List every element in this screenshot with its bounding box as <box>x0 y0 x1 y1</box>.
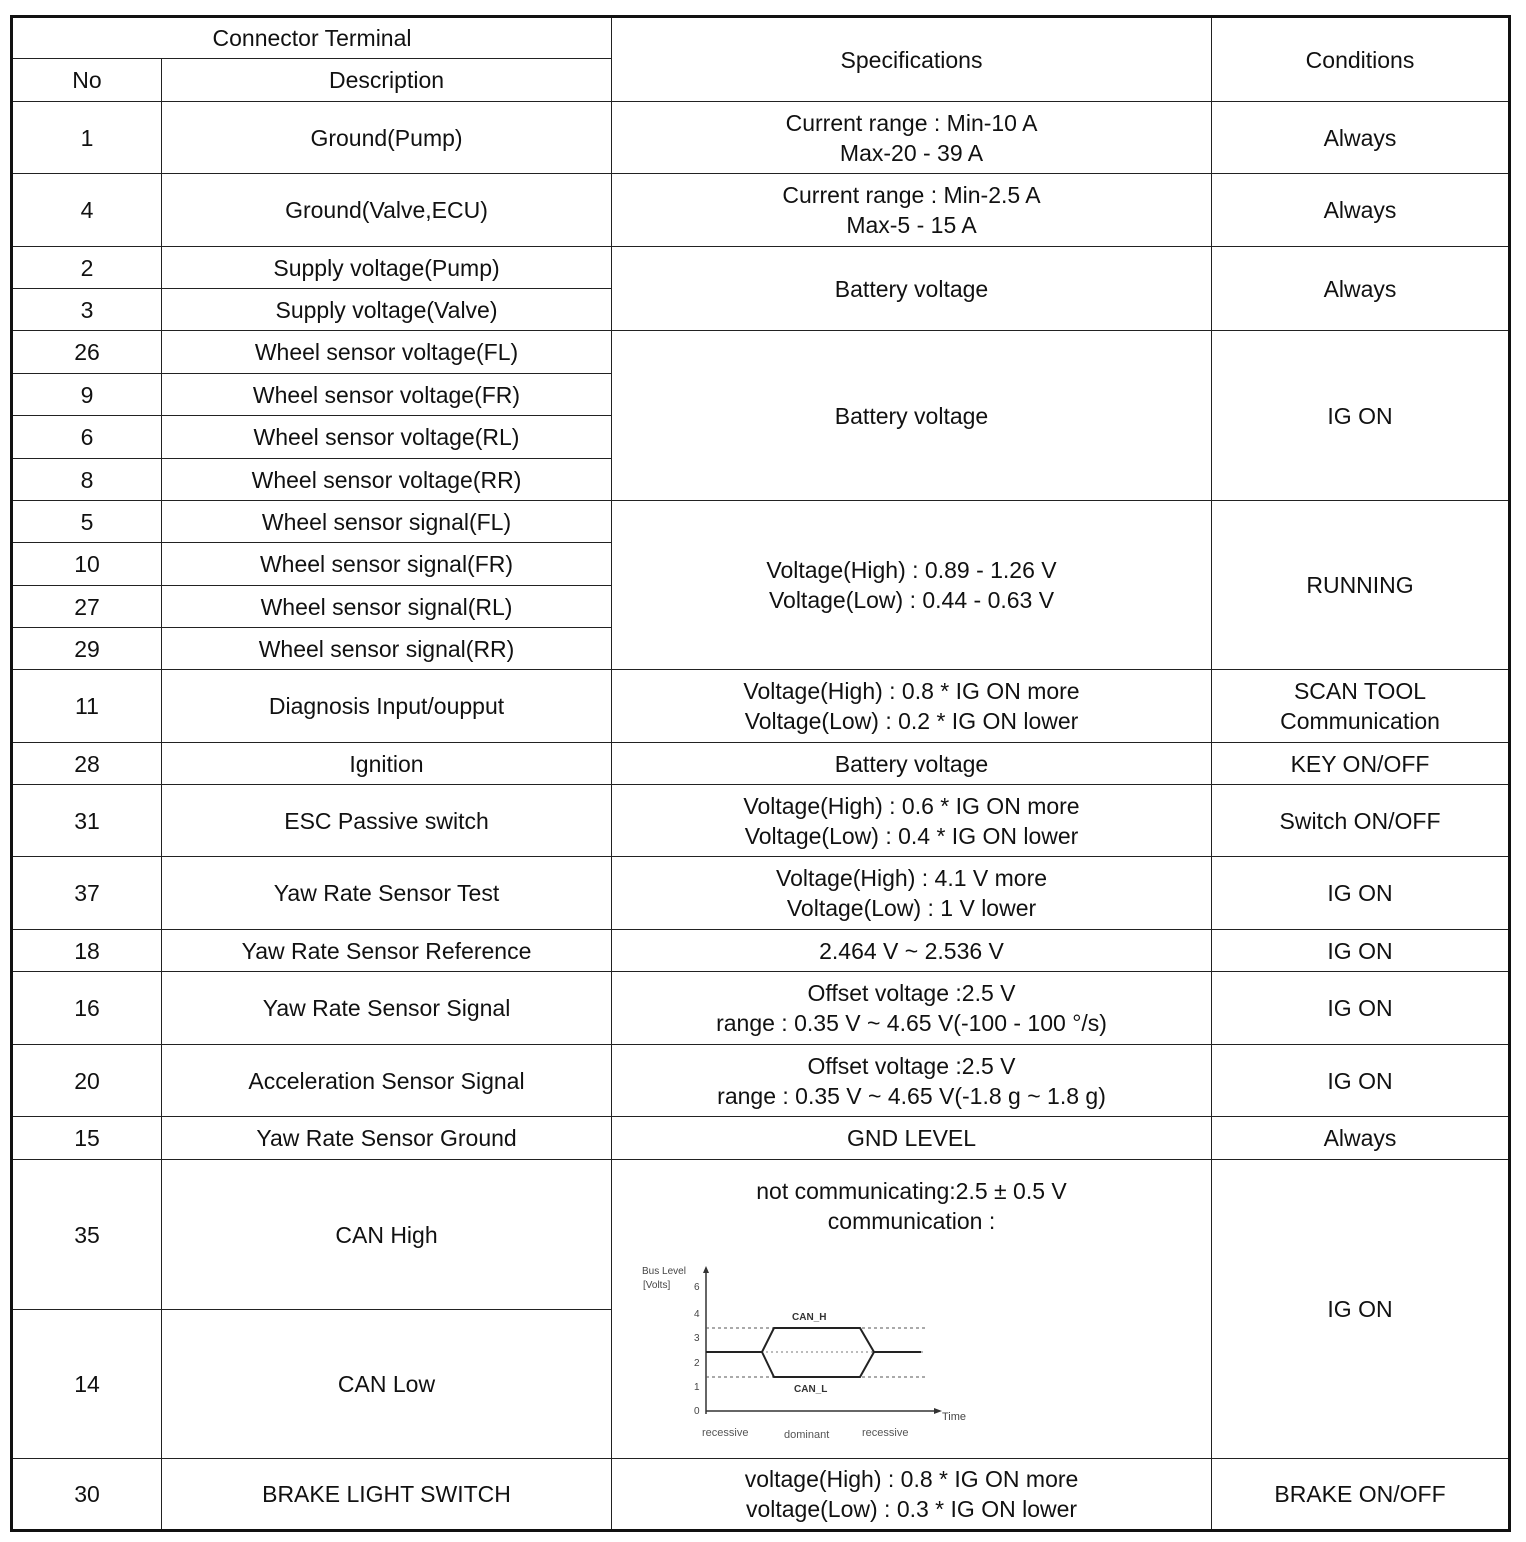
terminal-description: Wheel sensor signal(RR) <box>162 628 612 670</box>
specification <box>612 1045 1212 1117</box>
can-phase-label: recessive <box>862 1427 909 1439</box>
terminal-description: Wheel sensor voltage(FL) <box>162 331 612 374</box>
condition <box>1212 743 1510 785</box>
terminal-description: Wheel sensor voltage(RR) <box>162 459 612 501</box>
table-row <box>12 174 1510 247</box>
condition <box>1212 670 1510 743</box>
table-row <box>12 930 1510 972</box>
can-x-axis-arrow <box>934 1408 942 1414</box>
terminal-description: ESC Passive switch <box>162 785 612 857</box>
can-y-axis-arrow <box>703 1266 709 1273</box>
terminal-no: 4 <box>12 174 162 247</box>
specification <box>612 1117 1212 1160</box>
spec-line: Offset voltage :2.5 V <box>807 1052 1016 1079</box>
table-row <box>12 331 1510 374</box>
can-y-tick: 4 <box>694 1309 700 1320</box>
terminal-description: Supply voltage(Valve) <box>162 289 612 331</box>
terminal-description: CAN High <box>162 1160 612 1310</box>
can-y-label-2: [Volts] <box>643 1280 671 1291</box>
table-row <box>12 1045 1510 1117</box>
spec-line: communication : <box>827 1208 996 1234</box>
can-l-waveform <box>762 1352 874 1377</box>
condition-line: Communication <box>1280 708 1440 734</box>
terminal-description: Yaw Rate Sensor Ground <box>162 1117 612 1160</box>
condition-line: SCAN TOOL <box>1293 678 1427 704</box>
specification <box>612 857 1212 930</box>
condition-line: Switch ON/OFF <box>1279 807 1441 834</box>
table-row <box>12 785 1510 857</box>
specification <box>612 1160 1212 1459</box>
terminal-description: Wheel sensor voltage(FR) <box>162 374 612 416</box>
terminal-description: Yaw Rate Sensor Test <box>162 857 612 930</box>
condition-line: Always <box>1323 1125 1397 1151</box>
terminal-description: Wheel sensor signal(RL) <box>162 586 612 628</box>
spec-line: not communicating:2.5 ± 0.5 V <box>756 1178 1067 1204</box>
condition-line: Always <box>1323 275 1397 302</box>
spec-line: Current range : Min-2.5 A <box>782 182 1041 208</box>
header-no: No <box>12 59 162 102</box>
condition-line: RUNNING <box>1306 572 1414 598</box>
terminal-no: 9 <box>12 374 162 416</box>
condition <box>1212 972 1510 1045</box>
spec-line: Battery voltage <box>834 275 989 302</box>
terminal-description: Ground(Pump) <box>162 102 612 174</box>
condition-line: Always <box>1323 124 1397 151</box>
specification <box>612 331 1212 501</box>
terminal-description: Ignition <box>162 743 612 785</box>
specification <box>612 1459 1212 1531</box>
terminal-no: 5 <box>12 501 162 543</box>
condition <box>1212 331 1510 501</box>
can-y-tick: 0 <box>694 1406 700 1417</box>
terminal-description: BRAKE LIGHT SWITCH <box>162 1459 612 1531</box>
terminal-no: 3 <box>12 289 162 331</box>
connector-terminal-table <box>10 15 1511 1532</box>
terminal-no: 15 <box>12 1117 162 1160</box>
specification <box>612 501 1212 670</box>
terminal-no: 1 <box>12 102 162 174</box>
can-y-tick: 6 <box>694 1282 700 1293</box>
table-row <box>12 1117 1510 1160</box>
header-specifications: Specifications <box>612 17 1212 102</box>
terminal-description: Wheel sensor voltage(RL) <box>162 416 612 459</box>
can-phase-label: recessive <box>702 1427 749 1439</box>
spec-line: range : 0.35 V ~ 4.65 V(-100 - 100 °/s) <box>716 1010 1107 1036</box>
header-connector-terminal: Connector Terminal <box>12 17 612 59</box>
can-y-label-1: Bus Level <box>642 1266 686 1277</box>
terminal-no: 11 <box>12 670 162 743</box>
can-h-waveform <box>706 1328 921 1352</box>
table-row <box>12 743 1510 785</box>
spec-line: voltage(Low) : 0.3 * IG ON lower <box>745 1496 1078 1522</box>
terminal-description: Ground(Valve,ECU) <box>162 174 612 247</box>
condition-line: IG ON <box>1327 1296 1393 1322</box>
terminal-description: Diagnosis Input/oupput <box>162 670 612 743</box>
condition <box>1212 174 1510 247</box>
specification <box>612 743 1212 785</box>
can-y-tick: 2 <box>694 1358 700 1369</box>
spec-line: Battery voltage <box>834 750 989 777</box>
spec-line: Voltage(High) : 0.8 * IG ON more <box>743 678 1080 704</box>
terminal-no: 6 <box>12 416 162 459</box>
spec-line: Voltage(High) : 4.1 V more <box>776 865 1048 891</box>
table-row <box>12 857 1510 930</box>
condition <box>1212 930 1510 972</box>
terminal-description: Wheel sensor signal(FR) <box>162 543 612 586</box>
terminal-description: Supply voltage(Pump) <box>162 247 612 289</box>
terminal-no: 18 <box>12 930 162 972</box>
terminal-no: 27 <box>12 586 162 628</box>
table-row <box>12 501 1510 543</box>
terminal-description: Yaw Rate Sensor Signal <box>162 972 612 1045</box>
condition-line: BRAKE ON/OFF <box>1274 1481 1446 1507</box>
terminal-description: CAN Low <box>162 1310 612 1459</box>
specification <box>612 174 1212 247</box>
condition <box>1212 102 1510 174</box>
condition <box>1212 1459 1510 1531</box>
specification <box>612 785 1212 857</box>
terminal-no: 20 <box>12 1045 162 1117</box>
condition-line: IG ON <box>1327 880 1393 906</box>
terminal-no: 35 <box>12 1160 162 1310</box>
can-y-tick: 1 <box>694 1382 700 1393</box>
table-row <box>12 1160 1510 1310</box>
terminal-no: 16 <box>12 972 162 1045</box>
spec-line: Max-20 - 39 A <box>839 139 984 166</box>
terminal-no: 8 <box>12 459 162 501</box>
condition-line: IG ON <box>1327 937 1393 964</box>
table-row <box>12 972 1510 1045</box>
spec-line: 2.464 V ~ 2.536 V <box>819 937 1004 964</box>
specification <box>612 247 1212 331</box>
terminal-no: 29 <box>12 628 162 670</box>
condition-line: IG ON <box>1327 995 1393 1021</box>
terminal-no: 37 <box>12 857 162 930</box>
spec-line: Voltage(Low) : 0.2 * IG ON lower <box>744 708 1079 734</box>
condition-line: KEY ON/OFF <box>1290 750 1430 777</box>
spec-line: voltage(High) : 0.8 * IG ON more <box>744 1466 1079 1492</box>
can-h-label: CAN_H <box>792 1312 827 1323</box>
terminal-no: 14 <box>12 1310 162 1459</box>
condition-line: IG ON <box>1327 1067 1393 1094</box>
can-bus-level-diagram <box>616 1264 976 1442</box>
terminal-no: 31 <box>12 785 162 857</box>
terminal-no: 28 <box>12 743 162 785</box>
spec-line: GND LEVEL <box>846 1125 977 1151</box>
header-description: Description <box>162 59 612 102</box>
condition <box>1212 501 1510 670</box>
specification <box>612 930 1212 972</box>
spec-line: Offset voltage :2.5 V <box>807 980 1016 1006</box>
spec-line: Voltage(Low) : 1 V lower <box>786 895 1037 921</box>
condition <box>1212 857 1510 930</box>
terminal-no: 26 <box>12 331 162 374</box>
table-row <box>12 1459 1510 1531</box>
spec-line: range : 0.35 V ~ 4.65 V(-1.8 g ~ 1.8 g) <box>717 1082 1106 1109</box>
can-l-label: CAN_L <box>794 1384 828 1395</box>
terminal-description: Acceleration Sensor Signal <box>162 1045 612 1117</box>
spec-line: Voltage(Low) : 0.44 - 0.63 V <box>768 587 1055 613</box>
specification <box>612 102 1212 174</box>
can-x-label: Time <box>942 1411 967 1423</box>
condition <box>1212 1160 1510 1459</box>
specification <box>612 972 1212 1045</box>
terminal-description: Yaw Rate Sensor Reference <box>162 930 612 972</box>
spec-line: Battery voltage <box>834 402 989 429</box>
spec-line: Max-5 - 15 A <box>846 212 977 238</box>
condition-line: Always <box>1323 197 1397 223</box>
spec-line: Voltage(High) : 0.6 * IG ON more <box>743 792 1080 819</box>
spec-line: Voltage(Low) : 0.4 * IG ON lower <box>744 822 1079 849</box>
header-conditions: Conditions <box>1212 17 1510 102</box>
spec-line: Current range : Min-10 A <box>785 109 1038 136</box>
terminal-no: 10 <box>12 543 162 586</box>
can-phase-label: dominant <box>784 1429 830 1441</box>
spec-line: Voltage(High) : 0.89 - 1.26 V <box>766 557 1057 583</box>
condition <box>1212 247 1510 331</box>
table-row <box>12 670 1510 743</box>
can-y-tick: 3 <box>694 1333 700 1344</box>
condition <box>1212 785 1510 857</box>
specification <box>612 670 1212 743</box>
condition <box>1212 1045 1510 1117</box>
condition-line: IG ON <box>1327 402 1393 429</box>
condition <box>1212 1117 1510 1160</box>
terminal-no: 2 <box>12 247 162 289</box>
table-row <box>12 102 1510 174</box>
terminal-description: Wheel sensor signal(FL) <box>162 501 612 543</box>
table-row <box>12 247 1510 289</box>
terminal-no: 30 <box>12 1459 162 1531</box>
